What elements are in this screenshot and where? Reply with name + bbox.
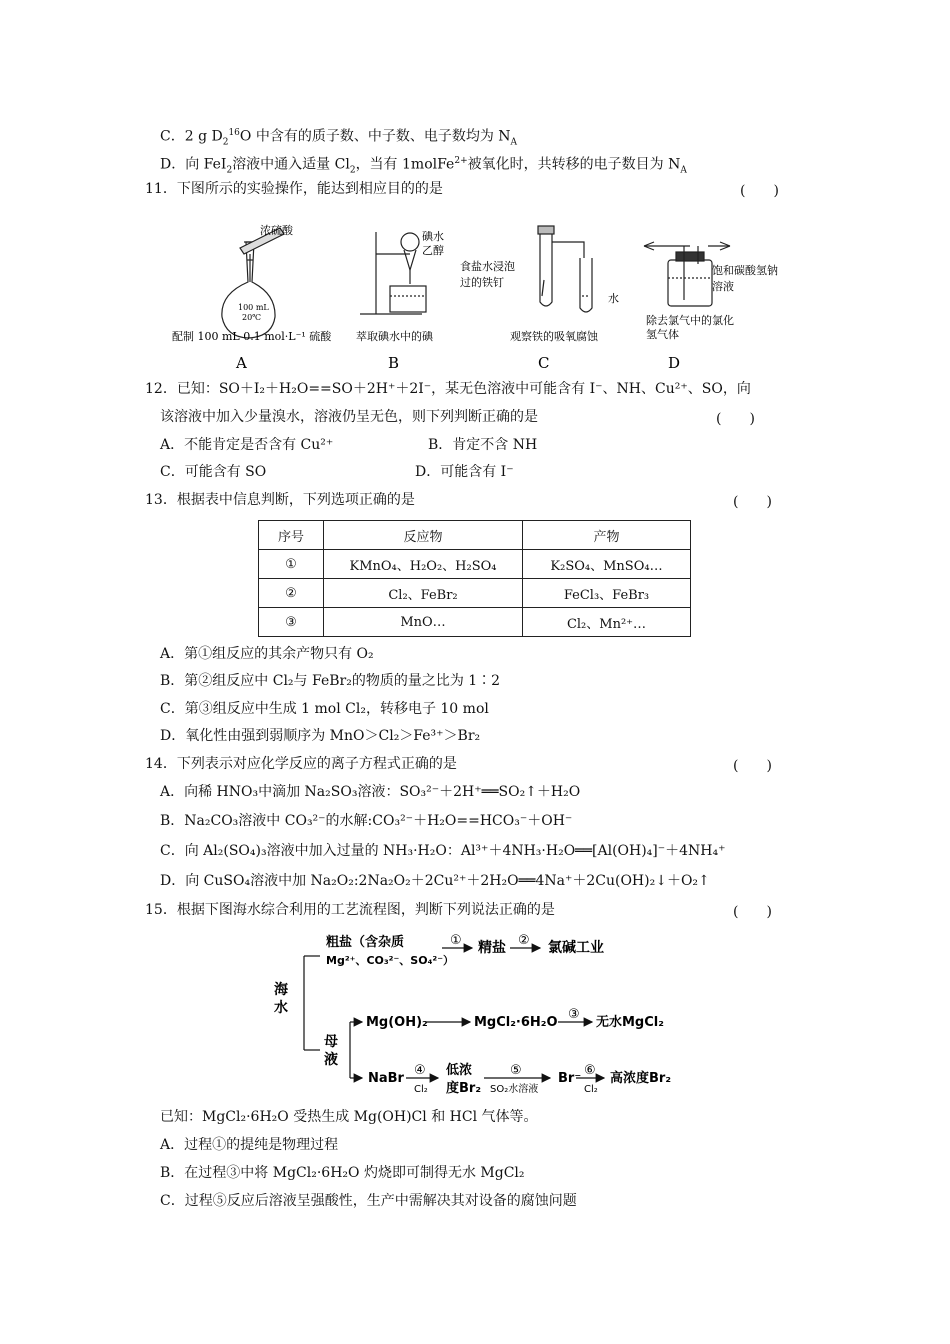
mgoh2-label: Mg(OH)₂	[366, 1015, 428, 1030]
crude-salt-label-1: 粗盐（含杂质	[326, 935, 405, 950]
q15-option-b: B．在过程③中将 MgCl₂·6H₂O 灼烧即可制得无水 MgCl₂	[160, 1165, 525, 1181]
step-5-reagent: SO₂水溶液	[490, 1084, 539, 1095]
fig-d-caption-2: 氢气体	[646, 328, 679, 341]
fig-b-letter: B	[388, 354, 400, 372]
q14-option-c: C．向 Al₂(SO₄)₃溶液中加入过量的 NH₃·H₂O：Al³⁺＋4NH₃·H₂O══[Al(OH)₄]⁻＋4NH₄⁺	[160, 843, 726, 859]
step-4-label: ④	[414, 1063, 426, 1078]
table-cell: FeCl₃、FeBr₃	[523, 579, 691, 608]
q12-option-b: B．肯定不含 NH	[428, 437, 538, 453]
q12-option-d: D．可能含有 I⁻	[415, 464, 514, 480]
q14-option-d: D．向 CuSO₄溶液中加 Na₂O₂:2Na₂O₂＋2Cu²⁺＋2H₂O══4Na⁺＋2Cu(OH)₂↓＋O₂↑	[160, 873, 710, 889]
step-3-label: ③	[568, 1007, 580, 1022]
fig-b-reagent-ethanol: 乙醇	[422, 244, 444, 257]
q13-option-c: C．第③组反应中生成 1 mol Cl₂，转移电子 10 mol	[160, 701, 489, 717]
q13-option-d: D．氧化性由强到弱顺序为 MnO＞Cl₂＞Fe³⁺＞Br₂	[160, 728, 481, 744]
fig-c-test-tubes	[538, 226, 592, 312]
br-ion-label: Br⁻	[558, 1071, 582, 1086]
fine-salt-label: 精盐	[478, 940, 506, 956]
table-header-cell: 反应物	[324, 521, 523, 550]
q15-stem: 15．根据下图海水综合利用的工艺流程图，判断下列说法正确的是	[145, 902, 555, 918]
table-row	[259, 579, 691, 608]
seawater-label-1: 海	[274, 982, 288, 998]
fig-d-label-1: 饱和碳酸氢钠	[712, 264, 778, 277]
table-cell: MnO…	[324, 608, 523, 637]
table-cell: K₂SO₄、MnSO₄…	[523, 550, 691, 579]
crude-salt-label-2: Mg²⁺、CO₃²⁻、SO₄²⁻）	[326, 954, 455, 967]
q14-option-a: A．向稀 HNO₃中滴加 Na₂SO₃溶液：SO₃²⁻＋2H⁺══SO₂↑＋H₂O	[160, 784, 581, 800]
table-header-cell: 产物	[523, 521, 691, 550]
fig-a-flask-volume: 100 mL	[238, 303, 269, 312]
table-row	[259, 550, 691, 579]
q13-info-table	[258, 520, 691, 637]
q13-option-b: B．第②组反应中 Cl₂与 FeBr₂的物质的量之比为 1∶2	[160, 673, 501, 689]
step-2-label: ②	[518, 933, 530, 948]
q13-option-a: A．第①组反应的其余产物只有 O₂	[160, 646, 374, 662]
q13-stem: 13．根据表中信息判断，下列选项正确的是	[145, 492, 415, 508]
fig-a-flask-temp: 20℃	[242, 313, 262, 322]
fig-c-label-nail-2: 过的铁钉	[460, 276, 504, 289]
step-1-label: ①	[450, 933, 462, 948]
q15-option-c: C．过程⑤反应后溶液呈强酸性，生产中需解决其对设备的腐蚀问题	[160, 1193, 577, 1209]
fig-b-caption: 萃取碘水中的碘	[356, 330, 433, 343]
fig-d-letter: D	[668, 354, 681, 372]
high-br2-label: 高浓度Br₂	[610, 1071, 672, 1086]
step-4-reagent: Cl₂	[414, 1084, 428, 1095]
mother-liquor-label-2: 液	[324, 1052, 338, 1068]
q15-option-a: A．过程①的提纯是物理过程	[160, 1137, 339, 1153]
mother-liquor-label-1: 母	[324, 1034, 338, 1050]
q14-answer-paren: ( )	[733, 758, 772, 774]
step-6-label: ⑥	[584, 1063, 596, 1078]
q10-option-d: D．向 FeI$_2$溶液中通入适量 $Cl_2$，当有 1molFe$^{2+}$被氧化时，共转移的电子数目为 $N_A$	[160, 156, 687, 176]
q11-experiment-figures	[160, 212, 800, 377]
q12-option-c: C．可能含有 SO	[160, 464, 267, 480]
q14-option-b: B．Na₂CO₃溶液中 CO₃²⁻的水解:CO₃²⁻＋H₂O==HCO₃⁻＋OH⁻	[160, 813, 573, 829]
q14-stem: 14．下列表示对应化学反应的离子方程式正确的是	[145, 756, 457, 772]
table-cell: ①	[259, 550, 324, 579]
q12-stem-1: 12．已知：SO＋I₂＋H₂O==SO＋2H⁺＋2I⁻，某无色溶液中可能含有 I⁻、NH、Cu²⁺、SO，向	[145, 381, 751, 397]
table-cell: Cl₂、FeBr₂	[324, 579, 523, 608]
q12-answer-paren: ( )	[716, 411, 755, 427]
q15-process-flowchart	[270, 928, 710, 1100]
fig-a-caption: 配制 100 mL 0.1 mol·L⁻¹ 硫酸	[172, 330, 332, 343]
fig-b-separatory-funnel	[360, 232, 426, 314]
low-br2-label-1: 低浓	[446, 1063, 473, 1078]
q11-stem: 11．下图所示的实验操作，能达到相应目的的是	[145, 181, 443, 197]
table-header-row	[259, 521, 691, 550]
anhydrous-mgcl2-label: 无水MgCl₂	[596, 1015, 664, 1030]
table-header-cell: 序号	[259, 521, 324, 550]
fig-d-caption-1: 除去氯气中的氯化	[646, 314, 734, 327]
table-row	[259, 608, 691, 637]
q11-answer-paren: ( )	[740, 183, 779, 199]
nabr-label: NaBr	[368, 1071, 404, 1086]
q12-stem-2: 该溶液中加入少量溴水，溶液仍呈无色，则下列判断正确的是	[160, 409, 538, 425]
fig-a-letter: A	[236, 354, 247, 372]
fig-c-label-nail-1: 食盐水浸泡	[460, 260, 515, 273]
q13-answer-paren: ( )	[733, 494, 772, 510]
mgcl2-hydrate-label: MgCl₂·6H₂O	[474, 1015, 558, 1030]
q15-answer-paren: ( )	[733, 904, 772, 920]
table-cell: ③	[259, 608, 324, 637]
table-cell: ②	[259, 579, 324, 608]
fig-c-water-label: 水	[608, 292, 619, 305]
fig-b-reagent-iodine-water: 碘水	[422, 230, 444, 243]
q15-note: 已知：MgCl₂·6H₂O 受热生成 Mg(OH)Cl 和 HCl 气体等。	[160, 1109, 538, 1125]
chlor-alkali-label: 氯碱工业	[548, 940, 604, 956]
step-6-reagent: Cl₂	[584, 1084, 598, 1095]
step-5-label: ⑤	[510, 1063, 522, 1078]
table-cell: Cl₂、Mn²⁺…	[523, 608, 691, 637]
q12-option-a: A．不能肯定是否含有 Cu²⁺	[160, 437, 334, 453]
fig-d-label-2: 溶液	[712, 280, 734, 293]
low-br2-label-2: 度Br₂	[446, 1081, 482, 1096]
fig-a-reagent: 浓硫酸	[260, 224, 293, 237]
table-cell: KMnO₄、H₂O₂、H₂SO₄	[324, 550, 523, 579]
fig-c-caption: 观察铁的吸氧腐蚀	[510, 330, 598, 343]
seawater-label-2: 水	[274, 1000, 288, 1016]
fig-c-letter: C	[538, 354, 550, 372]
q10-option-c: C．2 g $D_2^{16}O$ 中含有的质子数、中子数、电子数均为 $N_A$	[160, 128, 518, 148]
